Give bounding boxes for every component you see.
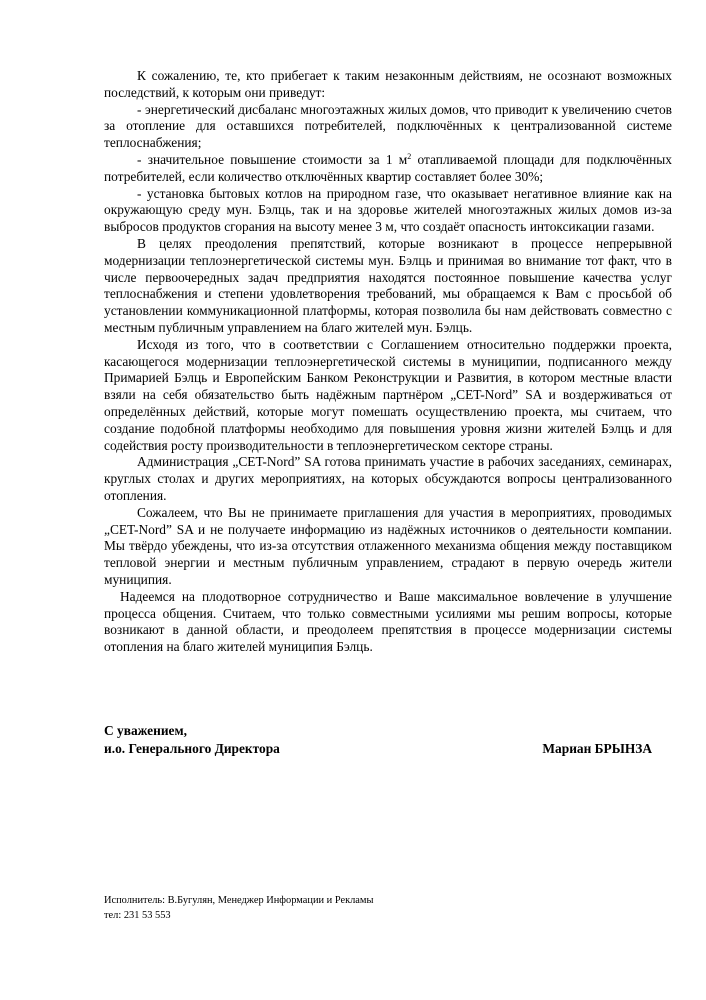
consequence-item-2 <box>104 152 672 186</box>
footer-executor-info <box>104 893 373 923</box>
paragraph-platform-request: В целях преодоления препятствий, которые возникают в процессе непрерывной модернизации теплоэнергетической системы мун. Бэлць и принимая во внимание тот факт, что в числе первоочередных задач предприятия находятся постоянное повышение качества услуг теплоснабжения и степени удовлетворения требований, мы обращаемся к Вам с просьбой об установлении коммуникационной платформы, которая позволила бы нам действовать совместно с местным публичным управлением на благо жителей мун. Бэлць. <box>104 235 672 335</box>
paragraph-agreement: Исходя из того, что в соответствии с Соглашением относительно поддержки проекта, касающегося модернизации теплоэнергетической системы в муниципии, подписанного между Примарией Бэлць и Европейским Банком Реконструкции и Развития, в котором местные власти взяли на себя обязательство быть надёжным партнёром „CET-Nord” SA и воздерживаться от определённых действий, которые могут помешать осуществлению проекта, мы считаем, что создание подобной платформы необходимо для повышения уровня жизни жителей Бэлць и для содействия росту производительности в теплоэнергетическом секторе страны. <box>104 336 672 453</box>
consequence-item-3: - установка бытовых котлов на природном газе, что оказывает негативное влияние как на окружающую среду мун. Бэлць, так и на здоровье жителей многоэтажных жилых домов из-за выбросов продуктов сгорания на высоту менее 3 м, что создаёт опасность интоксикации газами. <box>104 185 672 235</box>
signature-line <box>104 740 672 758</box>
signatory-name: Мариан БРЫНЗА <box>542 741 652 756</box>
paragraph-closing: Надеемся на плодотворное сотрудничество и Ваше максимальное вовлечение в улучшение процесса общения. Считаем, что только совместными усилиями мы решим вопросы, которые возникают в данной области, и преодолеем препятствия в процессе модернизации системы отопления на благо жителей муниципия Бэлць. <box>104 588 672 655</box>
paragraph-administration: Администрация „CET-Nord” SA готова принимать участие в рабочих заседаниях, семинарах, круглых столах и других мероприятиях, на которых обсуждаются вопросы централизованного отопления. <box>104 454 672 503</box>
square-meter-superscript: 2 <box>407 151 412 161</box>
consequence-item-2-tail: отапливаемой площади для подключённых потребителей, если количество отключённых квартир составляет более 30%; <box>104 151 672 184</box>
regards-line: С уважением, <box>104 723 187 738</box>
letter-body <box>104 68 672 656</box>
phone-line: тел: 231 53 553 <box>104 910 171 921</box>
signatory-position: и.о. Генерального Директора <box>104 741 280 756</box>
signature-block <box>104 722 672 758</box>
consequence-item-2-text: - значительное повышение стоимости за 1 м <box>137 151 408 167</box>
consequence-item-1: - энергетический дисбаланс многоэтажных жилых домов, что приводит к увеличению счетов за отопление для оставшихся потребителей, подключённых к централизованной системе теплоснабжения; <box>104 101 672 151</box>
intro-paragraph: К сожалению, те, кто прибегает к таким незаконным действиям, не осознают возможных последствий, к которым они приведут: <box>104 68 672 100</box>
executor-line: Исполнитель: В.Бугулян, Менеджер Информации и Рекламы <box>104 895 374 906</box>
paragraph-regret: Сожалеем, что Вы не принимаете приглашения для участия в мероприятиях, проводимых „CET-Nord” SA и не получаете информацию из надёжных источников о деятельности компании. Мы твёрдо убеждены, что из-за отсутствия отлаженного механизма общения между поставщиком тепловой энергии и местным публичным управлением, страдают в первую очередь жители муниципия. <box>104 504 672 587</box>
